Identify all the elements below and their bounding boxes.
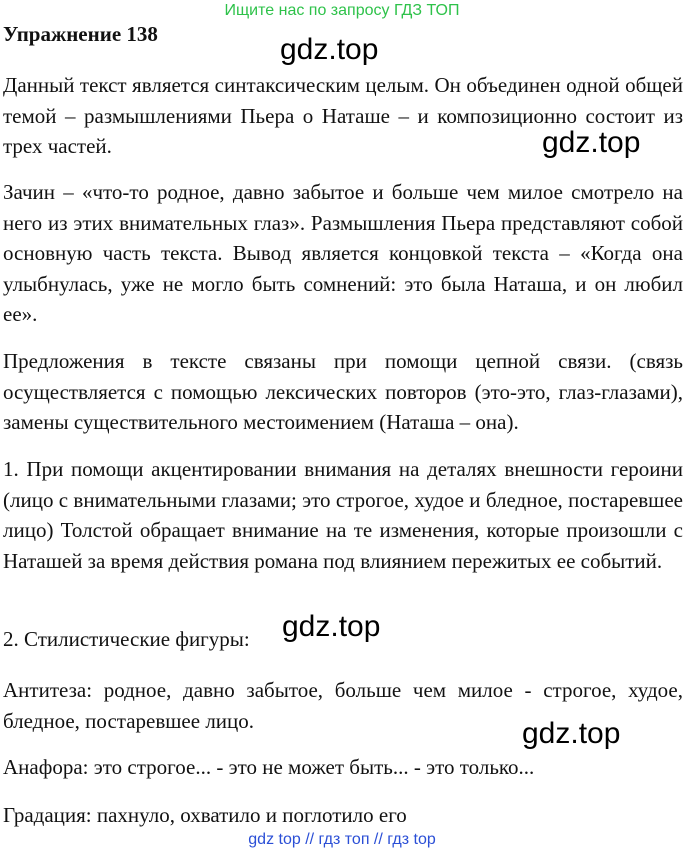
paragraph-gradation: Градация: пахнуло, охватило и поглотило его <box>3 803 407 827</box>
paragraph-antithesis: Антитеза: родное, давно забытое, больше чем милое - строгое, худое, бледное, постаревшее лицо. <box>3 678 683 733</box>
top-banner[interactable]: Ищите нас по запросу ГДЗ ТОП <box>224 2 460 19</box>
paragraph-point-2: 2. Стилистические фигуры: <box>3 627 250 651</box>
watermark-4: gdz.top <box>522 717 621 750</box>
paragraph-point-1: 1. При помощи акцентировании внимания на деталях внешности героини (лицо с внимательными глазами; это строгое, худое и бледное, постаревшее лицо) Толстой обращает внимание на те изменения, которые произошли с Наташей за время действия романа под влиянием пережитых ее событий. <box>3 457 683 573</box>
paragraph-structure: Зачин – «что-то родное, давно забытое и больше чем милое смотрело на него из этих внимательных глаз». Размышления Пьера представляют собой основную часть текста. Вывод является концовкой текста – «Когда она улыбнулась, уже не могло быть сомнений: это была Наташа, и он любил ее». <box>3 180 683 326</box>
bottom-banner[interactable]: gdz top // гдз топ // гдз top <box>248 831 436 848</box>
watermark-1: gdz.top <box>280 33 379 66</box>
watermark-2: gdz.top <box>542 126 641 159</box>
paragraph-intro: Данный текст является синтаксическим целым. Он объединен одной общей темой – размышлениями Пьера о Наташе – и композиционно состоит из трех частей. <box>3 73 683 158</box>
paragraph-anaphora: Анафора: это строгое... - это не может быть... - это только... <box>3 755 535 779</box>
paragraph-connection: Предложения в тексте связаны при помощи цепной связи. (связь осуществляется с помощью лексических повторов (это-это, глаз-глазами), замены существительного местоимением (Наташа – она). <box>3 349 683 434</box>
watermark-3: gdz.top <box>282 610 381 643</box>
exercise-title: Упражнение 138 <box>3 22 158 46</box>
